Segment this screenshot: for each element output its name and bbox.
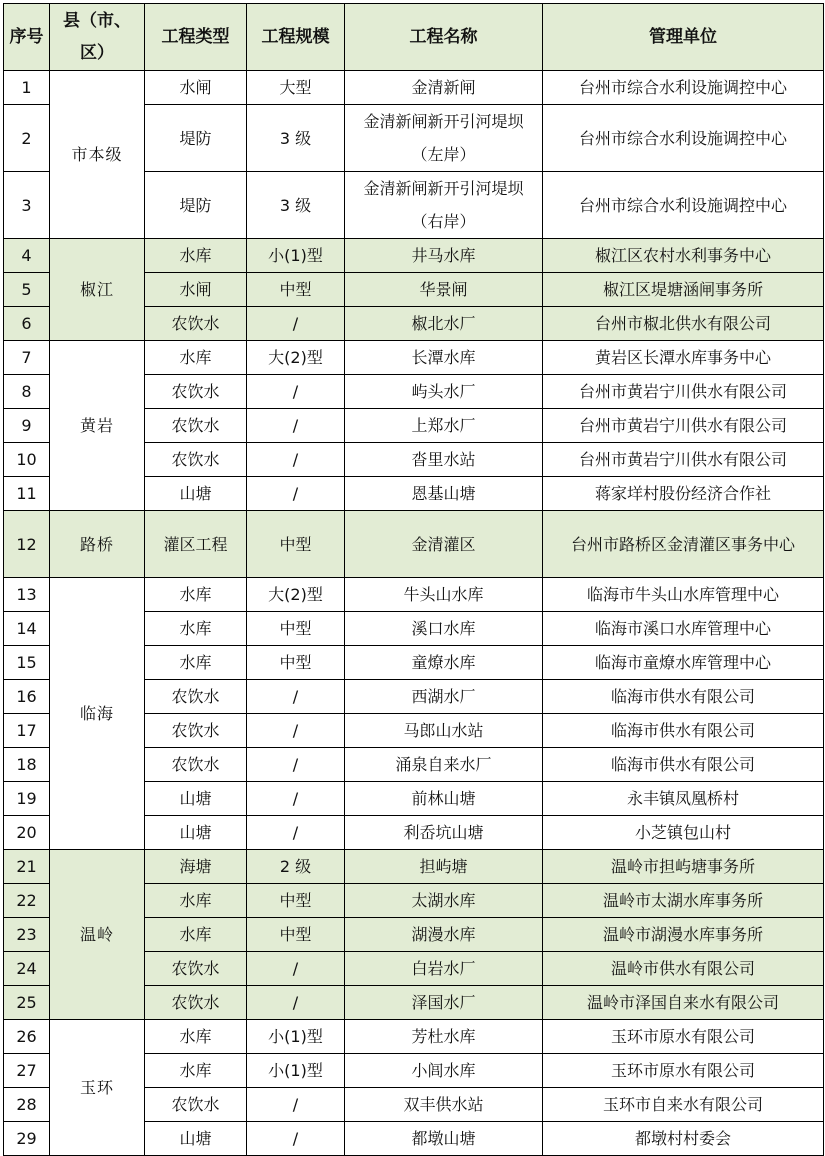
cell-unit: 台州市椒北供水有限公司 (543, 307, 824, 341)
cell-type: 农饮水 (145, 307, 247, 341)
cell-scale: 中型 (247, 646, 345, 680)
cell-unit: 临海市童燎水库管理中心 (543, 646, 824, 680)
table-header-row (4, 4, 824, 71)
cell-type: 灌区工程 (145, 511, 247, 578)
cell-scale: 中型 (247, 273, 345, 307)
cell-scale: 2 级 (247, 850, 345, 884)
cell-no: 29 (4, 1122, 50, 1156)
cell-name: 屿头水厂 (345, 375, 543, 409)
cell-unit: 小芝镇包山村 (543, 816, 824, 850)
cell-type: 农饮水 (145, 714, 247, 748)
cell-no: 19 (4, 782, 50, 816)
cell-unit: 永丰镇凤凰桥村 (543, 782, 824, 816)
cell-name: 井马水库 (345, 239, 543, 273)
cell-scale: / (247, 748, 345, 782)
cell-no: 7 (4, 341, 50, 375)
cell-unit: 椒江区农村水利事务中心 (543, 239, 824, 273)
cell-scale: / (247, 307, 345, 341)
cell-unit: 台州市黄岩宁川供水有限公司 (543, 443, 824, 477)
cell-scale: / (247, 952, 345, 986)
cell-county: 路桥 (50, 511, 145, 578)
cell-type: 山塘 (145, 477, 247, 511)
cell-scale: / (247, 816, 345, 850)
header-scale: 工程规模 (247, 4, 345, 71)
cell-no: 18 (4, 748, 50, 782)
cell-type: 堤防 (145, 172, 247, 239)
cell-name: 溪口水库 (345, 612, 543, 646)
cell-unit: 玉环市原水有限公司 (543, 1054, 824, 1088)
cell-name: 西湖水厂 (345, 680, 543, 714)
cell-no: 16 (4, 680, 50, 714)
cell-county: 黄岩 (50, 341, 145, 511)
table-row (4, 239, 824, 273)
cell-unit: 临海市牛头山水库管理中心 (543, 578, 824, 612)
cell-name: 恩基山塘 (345, 477, 543, 511)
cell-unit: 蒋家垟村股份经济合作社 (543, 477, 824, 511)
header-type: 工程类型 (145, 4, 247, 71)
cell-scale: / (247, 1122, 345, 1156)
cell-no: 13 (4, 578, 50, 612)
cell-name: 利岙坑山塘 (345, 816, 543, 850)
cell-no: 17 (4, 714, 50, 748)
cell-scale: 中型 (247, 511, 345, 578)
cell-county: 市本级 (50, 71, 145, 239)
cell-name: 金清新闸 (345, 71, 543, 105)
cell-name: 都墩山塘 (345, 1122, 543, 1156)
cell-name: 湖漫水库 (345, 918, 543, 952)
cell-name: 芳杜水库 (345, 1020, 543, 1054)
cell-no: 1 (4, 71, 50, 105)
cell-unit: 温岭市泽国自来水有限公司 (543, 986, 824, 1020)
cell-type: 水库 (145, 239, 247, 273)
cell-unit: 台州市综合水利设施调控中心 (543, 172, 824, 239)
cell-scale: / (247, 443, 345, 477)
cell-name: 金清灌区 (345, 511, 543, 578)
cell-no: 12 (4, 511, 50, 578)
cell-scale: 小(1)型 (247, 1020, 345, 1054)
cell-type: 水库 (145, 1054, 247, 1088)
table-row (4, 511, 824, 578)
cell-type: 水库 (145, 612, 247, 646)
cell-scale: 大(2)型 (247, 341, 345, 375)
cell-scale: / (247, 714, 345, 748)
cell-scale: 3 级 (247, 172, 345, 239)
cell-no: 24 (4, 952, 50, 986)
cell-no: 5 (4, 273, 50, 307)
cell-no: 3 (4, 172, 50, 239)
cell-scale: 中型 (247, 918, 345, 952)
cell-no: 26 (4, 1020, 50, 1054)
cell-scale: / (247, 375, 345, 409)
table-row (4, 578, 824, 612)
table-row (4, 341, 824, 375)
cell-scale: 小(1)型 (247, 1054, 345, 1088)
cell-no: 23 (4, 918, 50, 952)
cell-unit: 温岭市太湖水库事务所 (543, 884, 824, 918)
header-name: 工程名称 (345, 4, 543, 71)
cell-name: 太湖水库 (345, 884, 543, 918)
cell-scale: 小(1)型 (247, 239, 345, 273)
cell-name: 长潭水库 (345, 341, 543, 375)
cell-no: 25 (4, 986, 50, 1020)
cell-name: 金清新闸新开引河堤坝（左岸） (345, 105, 543, 172)
cell-type: 山塘 (145, 1122, 247, 1156)
table-row (4, 71, 824, 105)
cell-unit: 台州市路桥区金清灌区事务中心 (543, 511, 824, 578)
cell-type: 水库 (145, 918, 247, 952)
cell-scale: / (247, 680, 345, 714)
header-county: 县（市、区） (50, 4, 145, 71)
cell-no: 22 (4, 884, 50, 918)
cell-no: 15 (4, 646, 50, 680)
cell-unit: 温岭市担屿塘事务所 (543, 850, 824, 884)
cell-no: 20 (4, 816, 50, 850)
cell-type: 海塘 (145, 850, 247, 884)
cell-county: 椒江 (50, 239, 145, 341)
cell-name: 椒北水厂 (345, 307, 543, 341)
cell-type: 农饮水 (145, 680, 247, 714)
table-row (4, 850, 824, 884)
cell-scale: / (247, 409, 345, 443)
cell-name: 小闾水库 (345, 1054, 543, 1088)
cell-type: 农饮水 (145, 1088, 247, 1122)
header-unit: 管理单位 (543, 4, 824, 71)
cell-type: 水库 (145, 1020, 247, 1054)
table-row (4, 1020, 824, 1054)
cell-no: 14 (4, 612, 50, 646)
cell-unit: 都墩村村委会 (543, 1122, 824, 1156)
cell-scale: / (247, 986, 345, 1020)
cell-name: 双丰供水站 (345, 1088, 543, 1122)
cell-no: 9 (4, 409, 50, 443)
cell-unit: 临海市供水有限公司 (543, 714, 824, 748)
cell-type: 水库 (145, 341, 247, 375)
cell-name: 沓里水站 (345, 443, 543, 477)
cell-unit: 台州市黄岩宁川供水有限公司 (543, 375, 824, 409)
cell-no: 10 (4, 443, 50, 477)
cell-scale: / (247, 1088, 345, 1122)
cell-type: 农饮水 (145, 986, 247, 1020)
cell-scale: 中型 (247, 884, 345, 918)
cell-type: 堤防 (145, 105, 247, 172)
cell-scale: 中型 (247, 612, 345, 646)
cell-name: 前林山塘 (345, 782, 543, 816)
cell-unit: 临海市供水有限公司 (543, 748, 824, 782)
cell-unit: 玉环市原水有限公司 (543, 1020, 824, 1054)
cell-no: 2 (4, 105, 50, 172)
cell-type: 水库 (145, 646, 247, 680)
cell-no: 27 (4, 1054, 50, 1088)
cell-type: 水闸 (145, 71, 247, 105)
cell-name: 上郑水厂 (345, 409, 543, 443)
cell-unit: 台州市综合水利设施调控中心 (543, 105, 824, 172)
cell-type: 水闸 (145, 273, 247, 307)
cell-name: 泽国水厂 (345, 986, 543, 1020)
cell-no: 11 (4, 477, 50, 511)
cell-name: 白岩水厂 (345, 952, 543, 986)
cell-no: 4 (4, 239, 50, 273)
cell-unit: 椒江区堤塘涵闸事务所 (543, 273, 824, 307)
cell-name: 涌泉自来水厂 (345, 748, 543, 782)
cell-unit: 温岭市湖漫水库事务所 (543, 918, 824, 952)
cell-name: 金清新闸新开引河堤坝（右岸） (345, 172, 543, 239)
cell-no: 6 (4, 307, 50, 341)
cell-type: 农饮水 (145, 952, 247, 986)
cell-no: 21 (4, 850, 50, 884)
cell-scale: 3 级 (247, 105, 345, 172)
cell-county: 玉环 (50, 1020, 145, 1156)
cell-name: 童燎水库 (345, 646, 543, 680)
cell-county: 临海 (50, 578, 145, 850)
cell-scale: / (247, 782, 345, 816)
reservoir-table (3, 3, 824, 1156)
cell-type: 水库 (145, 884, 247, 918)
cell-scale: / (247, 477, 345, 511)
cell-name: 华景闸 (345, 273, 543, 307)
cell-unit: 黄岩区长潭水库事务中心 (543, 341, 824, 375)
cell-no: 8 (4, 375, 50, 409)
cell-type: 农饮水 (145, 443, 247, 477)
cell-scale: 大型 (247, 71, 345, 105)
cell-type: 农饮水 (145, 375, 247, 409)
cell-name: 牛头山水库 (345, 578, 543, 612)
header-no: 序号 (4, 4, 50, 71)
cell-unit: 台州市综合水利设施调控中心 (543, 71, 824, 105)
cell-name: 马郎山水站 (345, 714, 543, 748)
cell-scale: 大(2)型 (247, 578, 345, 612)
cell-unit: 临海市供水有限公司 (543, 680, 824, 714)
cell-unit: 玉环市自来水有限公司 (543, 1088, 824, 1122)
cell-type: 农饮水 (145, 409, 247, 443)
cell-unit: 温岭市供水有限公司 (543, 952, 824, 986)
cell-name: 担屿塘 (345, 850, 543, 884)
cell-type: 水库 (145, 578, 247, 612)
cell-county: 温岭 (50, 850, 145, 1020)
cell-type: 农饮水 (145, 748, 247, 782)
cell-unit: 临海市溪口水库管理中心 (543, 612, 824, 646)
cell-no: 28 (4, 1088, 50, 1122)
cell-type: 山塘 (145, 816, 247, 850)
cell-type: 山塘 (145, 782, 247, 816)
cell-unit: 台州市黄岩宁川供水有限公司 (543, 409, 824, 443)
